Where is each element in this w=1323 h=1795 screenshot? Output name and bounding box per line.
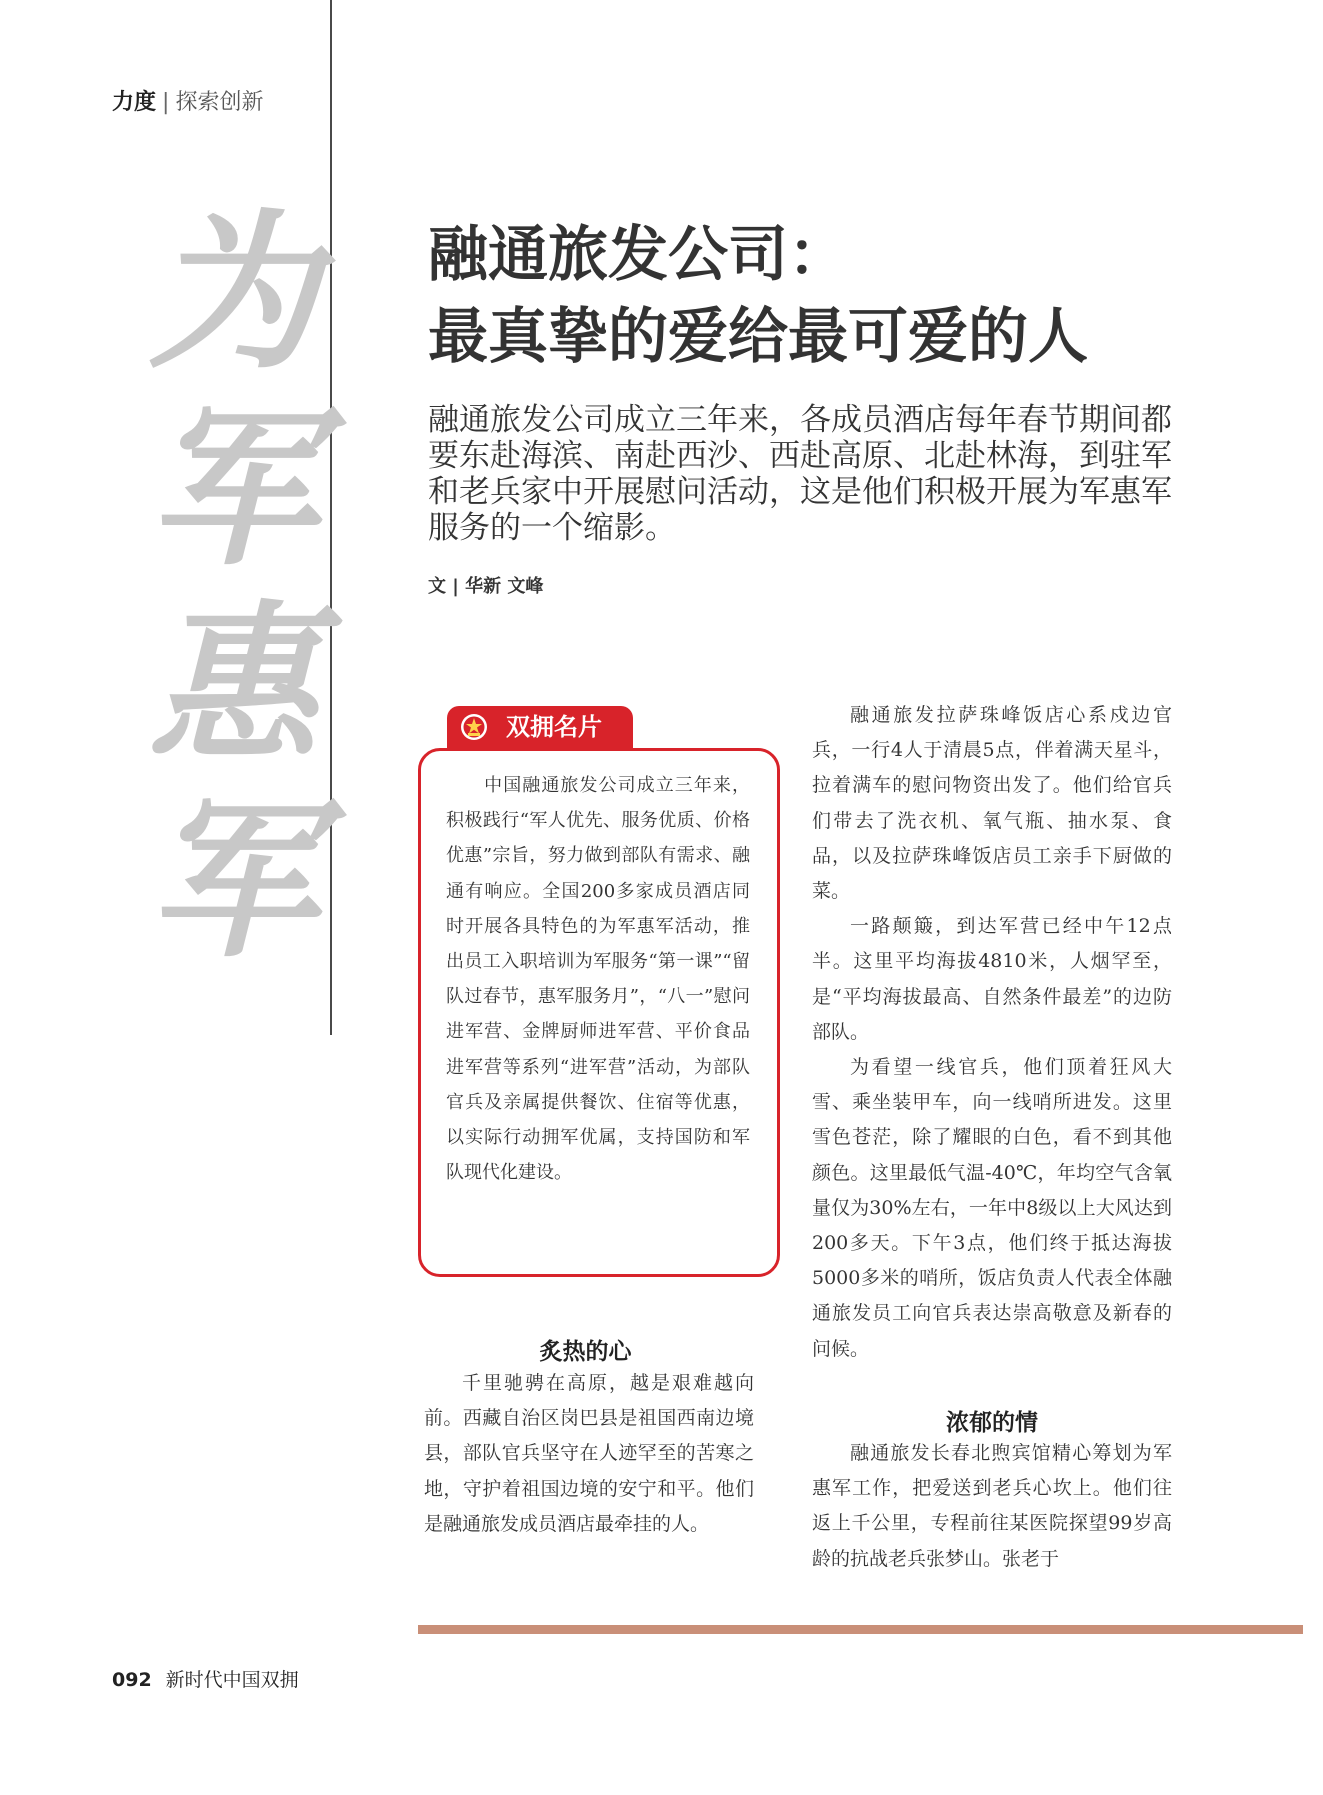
article-title bbox=[428, 214, 1088, 378]
right-paragraph-4: 融通旅发长春北煦宾馆精心筹划为军惠军工作，把爱送到老兵心坎上。他们往返上千公里，专程前往某医院探望99岁高龄的抗战老兵张梦山。张老于 bbox=[812, 1442, 1172, 1570]
calligraphy-char-1: 为 bbox=[147, 193, 318, 393]
lead-paragraph: 融通旅发公司成立三年来，各成员酒店每年春节期间都要东赴海滨、南赴西沙、西赴高原、北赴林海，到驻军和老兵家中开展慰问活动，这是他们积极开展为军惠军服务的一个缩影。 bbox=[428, 402, 1172, 546]
card-tab-label: 双拥名片 bbox=[506, 713, 602, 741]
right-paragraph-3: 为看望一线官兵，他们顶着狂风大雪、乘坐装甲车，向一线哨所进发。这里雪色苍茫，除了耀眼的白色，看不到其他颜色。这里最低气温-40℃，年均空气含氧量仅为30%左右，一年中8级以上大风达到200多天。下午3点，他们终于抵达海拔5000多米的哨所，饭店负责人代表全体融通旅发员工向官兵表达崇高敬意及新春的问候。 bbox=[812, 1056, 1172, 1360]
calligraphy-char-3: 惠 bbox=[147, 585, 318, 785]
right-paragraph-1: 融通旅发拉萨珠峰饭店心系戍边官兵，一行4人于清晨5点，伴着满天星斗，拉着满车的慰问物资出发了。他们给官兵们带去了洗衣机、氧气瓶、抽水泵、食品，以及拉萨珠峰饭店员工亲手下厨做的菜。 bbox=[812, 704, 1172, 903]
title-line-1: 融通旅发公司： bbox=[428, 220, 848, 290]
section-label: 力度 bbox=[112, 90, 157, 115]
footer-bar bbox=[418, 1625, 1303, 1634]
byline: 文 | 华新 文峰 bbox=[428, 576, 544, 597]
right-column-body bbox=[812, 698, 1172, 1367]
calligraphy-title bbox=[128, 195, 338, 979]
magazine-name: 新时代中国双拥 bbox=[165, 1669, 299, 1691]
page-footer bbox=[112, 1665, 299, 1692]
calligraphy-char-4: 军 bbox=[147, 781, 318, 981]
left-section-heading: 炙热的心 bbox=[539, 1339, 632, 1365]
title-line-2: 最真挚的爱给最可爱的人 bbox=[428, 302, 1088, 372]
left-column-body bbox=[424, 1366, 754, 1542]
right-section-heading: 浓郁的情 bbox=[946, 1410, 1038, 1436]
calligraphy-char-2: 军 bbox=[147, 389, 318, 589]
section-header bbox=[112, 85, 263, 116]
subsection-label: 探索创新 bbox=[175, 90, 264, 115]
right-paragraph-2: 一路颠簸，到达军营已经中午12点半。这里平均海拔4810米，人烟罕至，是“平均海拔最高、自然条件最差”的边防部队。 bbox=[812, 915, 1172, 1043]
right-column-body-2 bbox=[812, 1436, 1172, 1577]
emblem-icon bbox=[460, 713, 488, 741]
card-text: 中国融通旅发公司成立三年来，积极践行“军人优先、服务优质、价格优惠”宗旨，努力做到部队有需求、融通有响应。全国200多家成员酒店同时开展各具特色的为军惠军活动，推出员工入职培训为军服务“第一课”“留队过春节，惠军服务月”，“八一”慰问进军营、金牌厨师进军营、平价食品进军营等系列“进军营”活动，为部队官兵及亲属提供餐饮、住宿等优惠，以实际行动拥军优属，支持国防和军队现代化建设。 bbox=[446, 775, 750, 1184]
page-number: 092 bbox=[112, 1669, 152, 1691]
left-paragraph-1: 千里驰骋在高原，越是艰难越向前。西藏自治区岗巴县是祖国西南边境县，部队官兵坚守在人迹罕至的苦寒之地，守护着祖国边境的安宁和平。他们是融通旅发成员酒店最牵挂的人。 bbox=[424, 1372, 754, 1535]
section-separator: | bbox=[162, 90, 170, 115]
